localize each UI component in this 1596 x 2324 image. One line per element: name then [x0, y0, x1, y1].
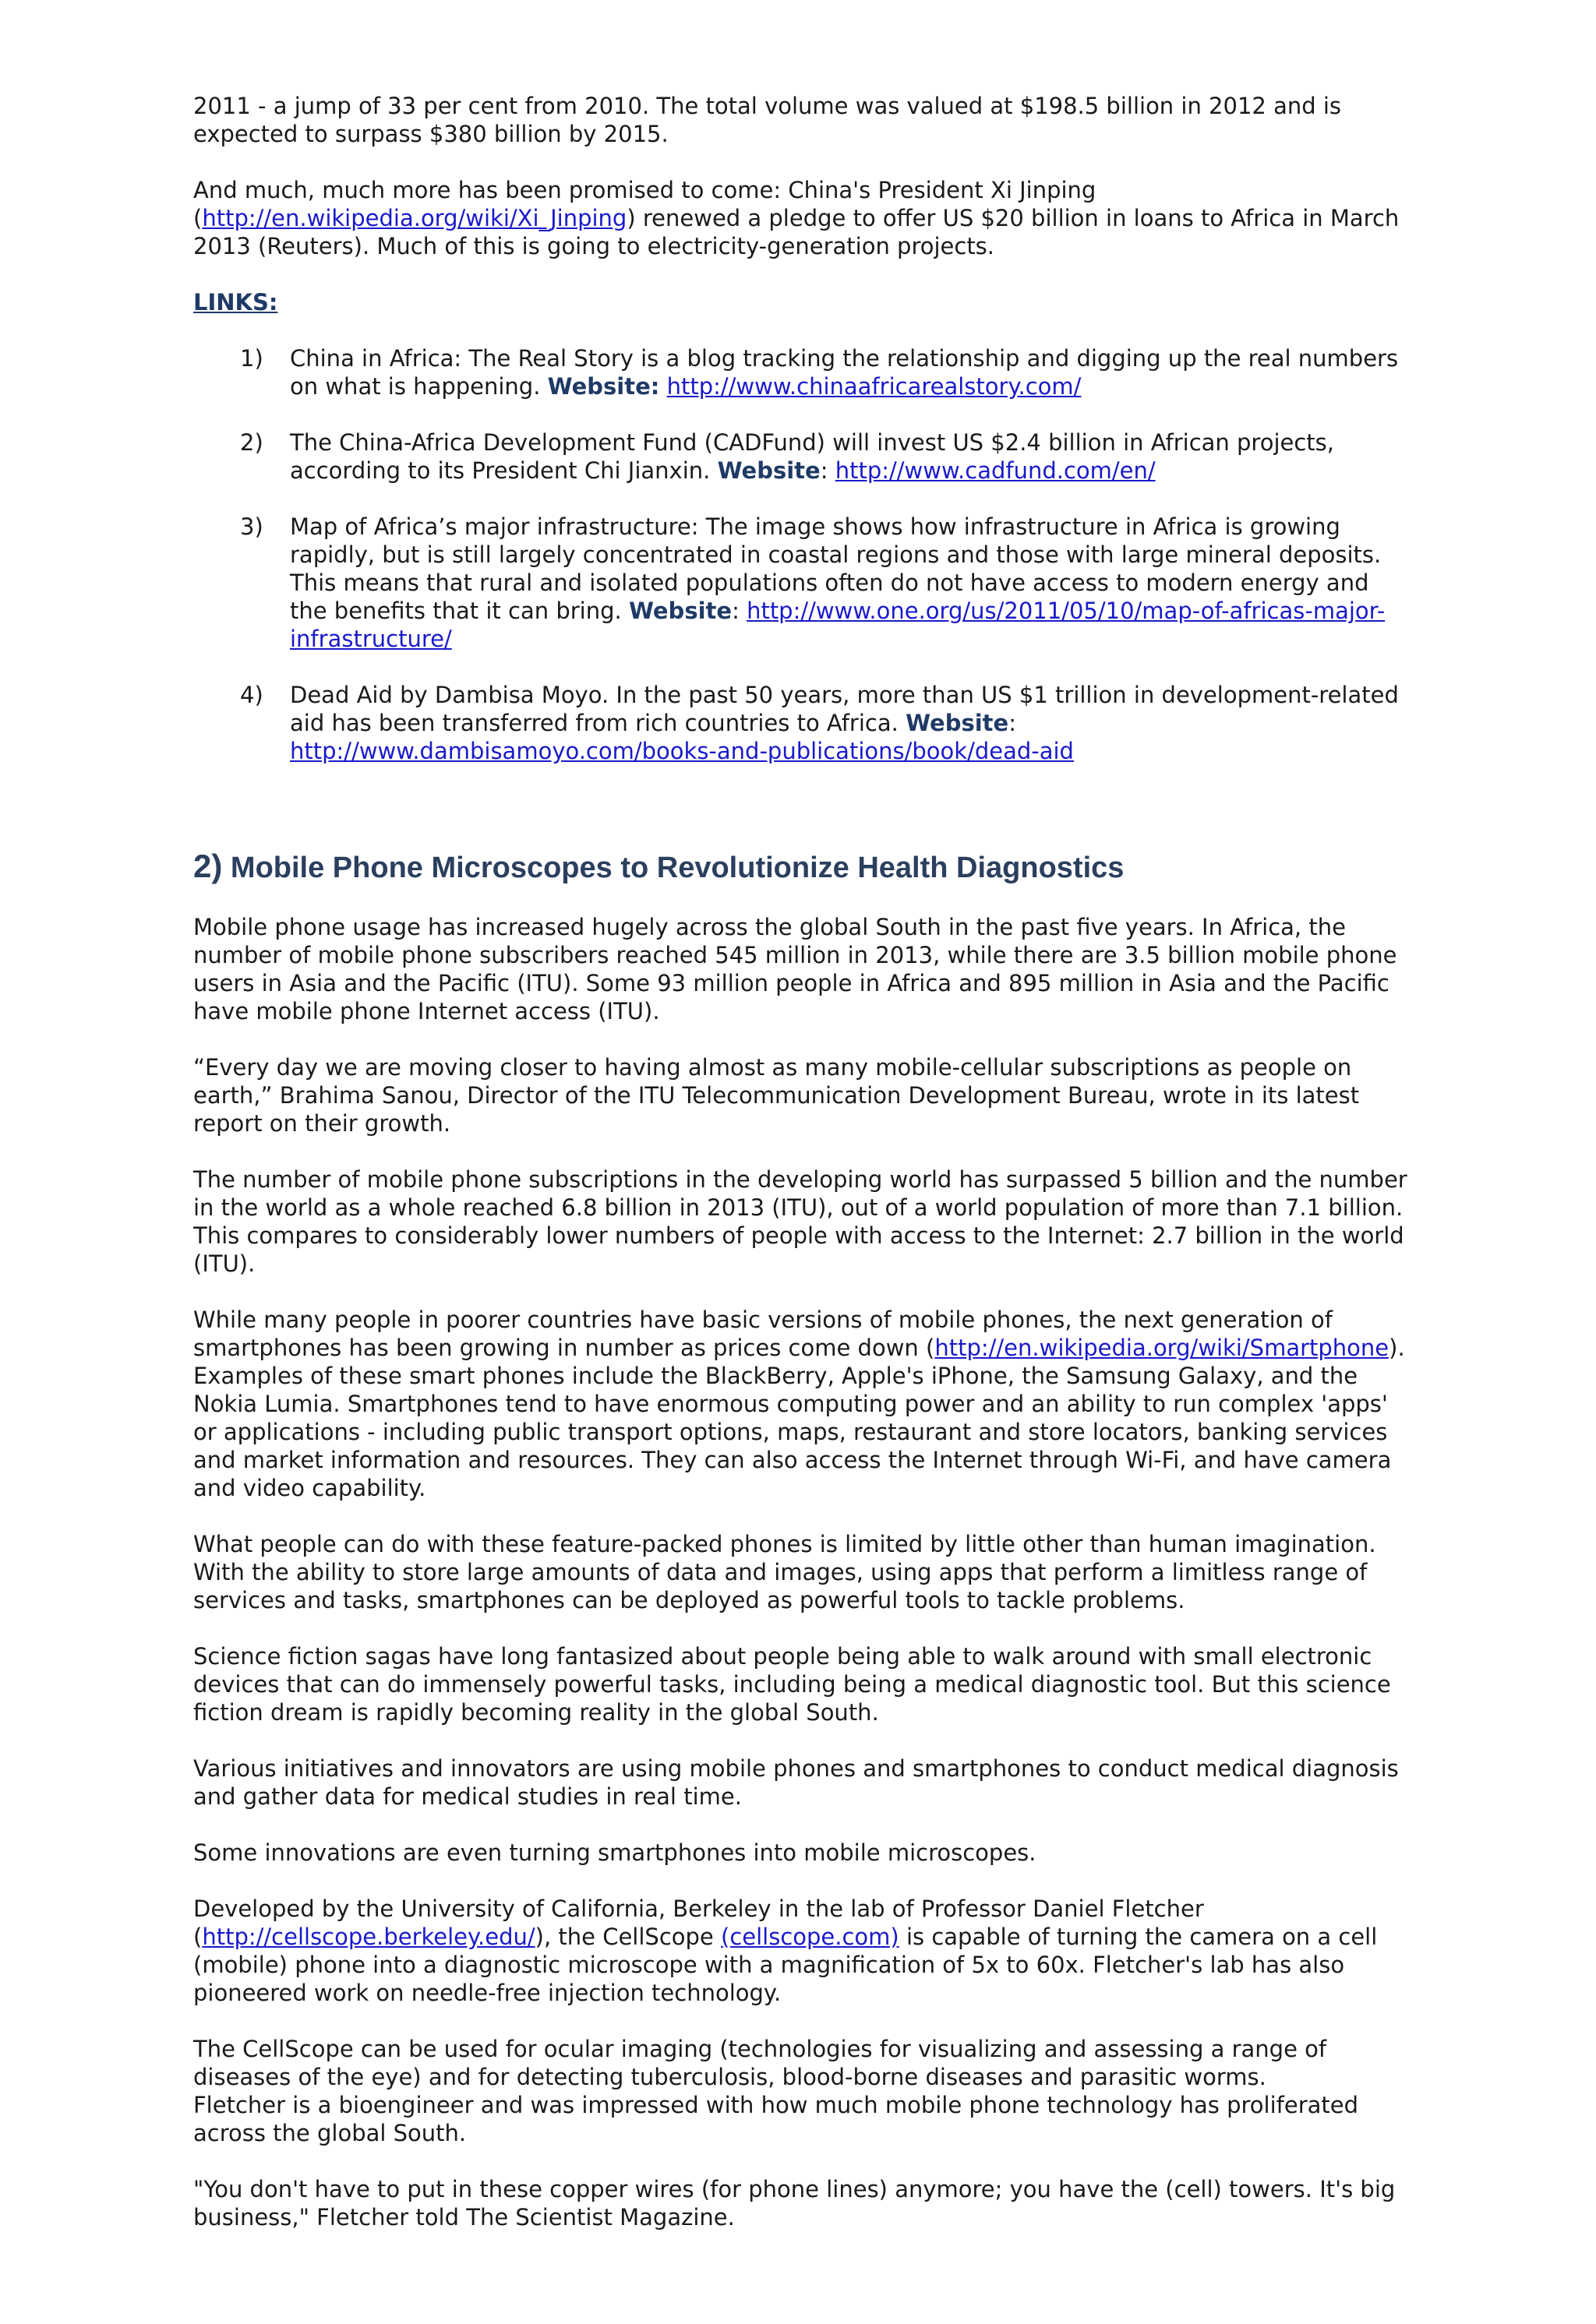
website-label: Website — [717, 457, 821, 484]
cellscope-berkeley-link[interactable]: http://cellscope.berkeley.edu/ — [202, 1924, 535, 1950]
list-item-number: 3) — [240, 513, 263, 540]
cellscope-com-link[interactable]: (cellscope.com) — [721, 1924, 899, 1950]
website-link[interactable]: http://www.dambisamoyo.com/books-and-publications/book/dead-aid — [290, 738, 1074, 764]
intro-paragraph-1: 2011 - a jump of 33 per cent from 2010. The total volume was valued at $198.5 billion in 2012 and is expected to surpass $380 billion by 2015. — [193, 93, 1342, 147]
links-list-item — [193, 344, 1409, 400]
section-2-paragraph-10a: The CellScope can be used for ocular imaging (technologies for visualizing and assessing a range of diseases of the eye) and for detecting tuberculosis, blood-borne diseases and parasitic worms. — [193, 2036, 1327, 2090]
section-2-paragraph-6: Science fiction sagas have long fantasized about people being able to walk around with small electronic devices that can do immensely powerful tasks, including being a medical diagnostic tool. But this science fiction dream is rapidly becoming reality in the global South. — [193, 1643, 1391, 1726]
website-label: Website — [628, 598, 733, 624]
p9-text-after: is capable of turning the camera on a cell (mobile) phone into a diagnostic microscope with a magnification of 5x to 60x. Fletcher's lab has also pioneered work on needle-free injection technology. — [193, 1924, 1378, 2006]
website-separator: : — [732, 598, 747, 624]
links-heading: LINKS: — [193, 289, 278, 316]
document-page — [193, 92, 1409, 2259]
website-separator — [659, 373, 666, 400]
website-separator: : — [1008, 710, 1016, 736]
links-list-item — [193, 681, 1409, 765]
intro-paragraph-2 — [193, 176, 1409, 260]
list-item-number: 1) — [240, 345, 263, 372]
section-2-paragraph-3: The number of mobile phone subscriptions in the developing world has surpassed 5 billion and the number in the world as a whole reached 6.8 billion in 2013 (ITU), out of a world population of more than 7.1 billion. This compares to considerably lower numbers of people with access to the Internet: 2.7 billion in the world (ITU). — [193, 1166, 1407, 1277]
website-label: Website: — [547, 373, 660, 400]
list-item-number: 4) — [240, 682, 263, 708]
section-2-paragraph-1: Mobile phone usage has increased hugely across the global South in the past five years. In Africa, the number of mobile phone subscribers reached 545 million in 2013, while there are 3.5 billion mobile phone users in Asia and the Pacific (ITU). Some 93 million people in Africa and 895 million in Asia and the Pacific have mobile phone Internet access (ITU). — [193, 914, 1397, 1024]
links-list-item — [193, 513, 1409, 653]
list-item-text: Dead Aid by Dambisa Moyo. In the past 50 years, more than US $1 trillion in development-related aid has been transferred from rich countries to Africa. — [290, 682, 1399, 736]
intro-p2-text-after: ) renewed a pledge to offer US $20 billion in loans to Africa in March 2013 (Reuters). Much of this is going to electricity-generation projects. — [193, 205, 1400, 259]
section-2-paragraph-7: Various initiatives and innovators are using mobile phones and smartphones to conduct medical diagnosis and gather data for medical studies in real time. — [193, 1755, 1399, 1810]
website-label: Website — [906, 710, 1009, 736]
section-2-paragraph-10b: Fletcher is a bioengineer and was impressed with how much mobile phone technology has proliferated across the global South. — [193, 2092, 1359, 2146]
links-list — [193, 344, 1409, 765]
section-2-heading — [193, 849, 1409, 885]
section-2-paragraph-11: "You don't have to put in these copper wires (for phone lines) anymore; you have the (cell) towers. It's big business," Fletcher told The Scientist Magazine. — [193, 2176, 1396, 2231]
section-2-paragraph-9 — [193, 1895, 1409, 2007]
website-link[interactable]: http://www.chinaafricarealstory.com/ — [666, 373, 1082, 400]
section-2-paragraph-8: Some innovations are even turning smartphones into mobile microscopes. — [193, 1839, 1036, 1866]
section-2-paragraph-4 — [193, 1306, 1409, 1502]
section-2-paragraph-5: What people can do with these feature-packed phones is limited by little other than human imagination. With the ability to store large amounts of data and images, using apps that perform a limitless range of services and tasks, smartphones can be deployed as powerful tools to tackle problems. — [193, 1531, 1376, 1613]
section-number: 2) — [193, 848, 223, 884]
smartphone-link[interactable]: http://en.wikipedia.org/wiki/Smartphone — [934, 1335, 1389, 1361]
website-link[interactable]: http://www.one.org/us/2011/05/10/map-of-africas-major-infrastructure/ — [290, 598, 1386, 652]
list-item-text: The China-Africa Development Fund (CADFund) will invest US $2.4 billion in African projects, according to its President Chi Jianxin. — [290, 429, 1335, 484]
links-list-item — [193, 428, 1409, 485]
website-separator: : — [820, 457, 835, 484]
xi-jinping-link[interactable]: http://en.wikipedia.org/wiki/Xi_Jinping — [202, 205, 627, 231]
list-item-text: China in Africa: The Real Story is a blog tracking the relationship and digging up the real numbers on what is happening. — [290, 345, 1399, 400]
p4-text-after: ). Examples of these smart phones include the BlackBerry, Apple's iPhone, the Samsung Galaxy, and the Nokia Lumia. Smartphones tend to have enormous computing power and an ability to run complex 'apps' or applications - including public transport options, maps, restaurant and store locators, banking services and market information and resources. They can also access the Internet through Wi-Fi, and have camera and video capability. — [193, 1335, 1405, 1501]
section-2-paragraph-2: “Every day we are moving closer to having almost as many mobile-cellular subscriptions as people on earth,” Brahima Sanou, Director of the ITU Telecommunication Development Bureau, wrote in its latest report on their growth. — [193, 1054, 1360, 1137]
p9-text-mid: ), the CellScope — [535, 1924, 721, 1950]
list-item-text: Map of Africa’s major infrastructure: The image shows how infrastructure in Africa is growing rapidly, but is still largely concentrated in coastal regions and those with large mineral deposits. This means that rural and isolated populations often do not have access to modern energy and the benefits that it can bring. — [290, 513, 1382, 624]
p9-text-before: Developed by the University of California, Berkeley in the lab of Professor Daniel Fletcher ( — [193, 1896, 1204, 1950]
website-link[interactable]: http://www.cadfund.com/en/ — [835, 457, 1156, 484]
section-title: Mobile Phone Microscopes to Revolutionize Health Diagnostics — [222, 852, 1125, 884]
p4-text-before: While many people in poorer countries have basic versions of mobile phones, the next generation of smartphones has been growing in number as prices come down ( — [193, 1307, 1333, 1361]
list-item-number: 2) — [240, 429, 263, 456]
intro-p2-text-before: And much, much more has been promised to come: China's President Xi Jinping ( — [193, 177, 1096, 231]
